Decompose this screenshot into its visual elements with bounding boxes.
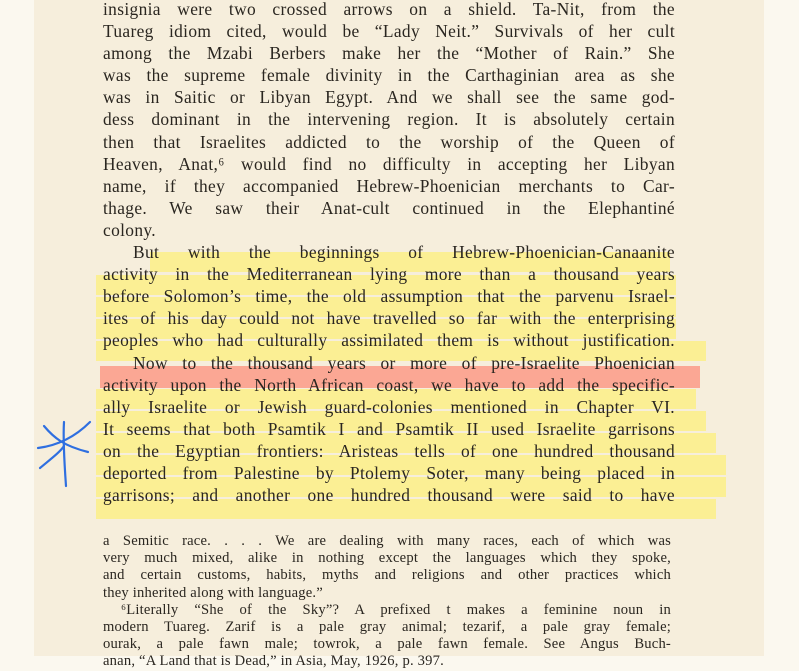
footnote-line: ourak, a pale fawn male; towrok, a pale fawn female. See Angus Buch- xyxy=(103,636,671,653)
body-line: was in Saitic or Libyan Egypt. And we shall see the same god- xyxy=(103,87,675,108)
footnote-line: very much mixed, alike in nothing except the languages which they spoke, xyxy=(103,550,671,567)
footnote-line: they inherited along with language.” xyxy=(103,584,323,601)
body-line: among the Mzabi Berbers make her the “Mother of Rain.” She xyxy=(103,43,675,64)
body-line: Tuareg idiom cited, would be “Lady Neit.” Survivals of her cult xyxy=(103,21,675,42)
body-line: ites of his day could not have travelled so far with the enterprising xyxy=(103,308,675,329)
footnote-line: anan, “A Land that is Dead,” in Asia, May, 1926, p. 397. xyxy=(103,653,444,670)
body-text xyxy=(103,0,675,506)
body-line: But with the beginnings of Hebrew-Phoenician-Canaanite xyxy=(133,242,675,263)
body-line: ally Israelite or Jewish guard-colonies mentioned in Chapter VI. xyxy=(103,396,675,417)
body-line: before Solomon’s time, the old assumption that the parvenu Israel- xyxy=(103,286,675,307)
footnote-line: modern Tuareg. Zarif is a pale gray animal; tezarif, a pale gray female; xyxy=(103,618,671,635)
footnote-line: and certain customs, habits, myths and religions and other practices which xyxy=(103,567,671,584)
body-line: activity upon the North African coast, we have to add the specific- xyxy=(103,374,675,395)
pen-asterisk-icon xyxy=(34,418,94,490)
body-line: name, if they accompanied Hebrew-Phoenician merchants to Car- xyxy=(103,175,675,196)
body-line: thage. We saw their Anat-cult continued in the Elephantiné xyxy=(103,197,675,218)
body-line: activity in the Mediterranean lying more than a thousand years xyxy=(103,264,675,285)
footnotes xyxy=(103,533,671,671)
body-line: then that Israelites addicted to the worship of the Queen of xyxy=(103,131,675,152)
body-line: Heaven, Anat,⁶ would find no difficulty in accepting her Libyan xyxy=(103,153,675,174)
body-line: was the supreme female divinity in the Carthaginian area as she xyxy=(103,65,675,86)
body-line: on the Egyptian frontiers: Aristeas tells of one hundred thousand xyxy=(103,440,675,461)
body-line: garrisons; and another one hundred thousand were said to have xyxy=(103,485,675,506)
body-line: Now to the thousand years or more of pre-Israelite Phoenician xyxy=(133,352,675,373)
body-line: colony. xyxy=(103,219,156,240)
body-line: insignia were two crossed arrows on a shield. Ta-Nit, from the xyxy=(103,0,675,19)
body-line: dess dominant in the intervening region. It is absolutely certain xyxy=(103,109,675,130)
footnote-line: ⁶Literally “She of the Sky”? A prefixed t makes a feminine noun in xyxy=(121,601,671,618)
footnote-line: a Semitic race. . . . We are dealing with many races, each of which was xyxy=(103,533,671,549)
body-line: It seems that both Psamtik I and Psamtik II used Israelite garrisons xyxy=(103,418,675,439)
body-line: peoples who had culturally assimilated them is without justification. xyxy=(103,330,675,351)
body-line: deported from Palestine by Ptolemy Soter, many being placed in xyxy=(103,462,675,483)
